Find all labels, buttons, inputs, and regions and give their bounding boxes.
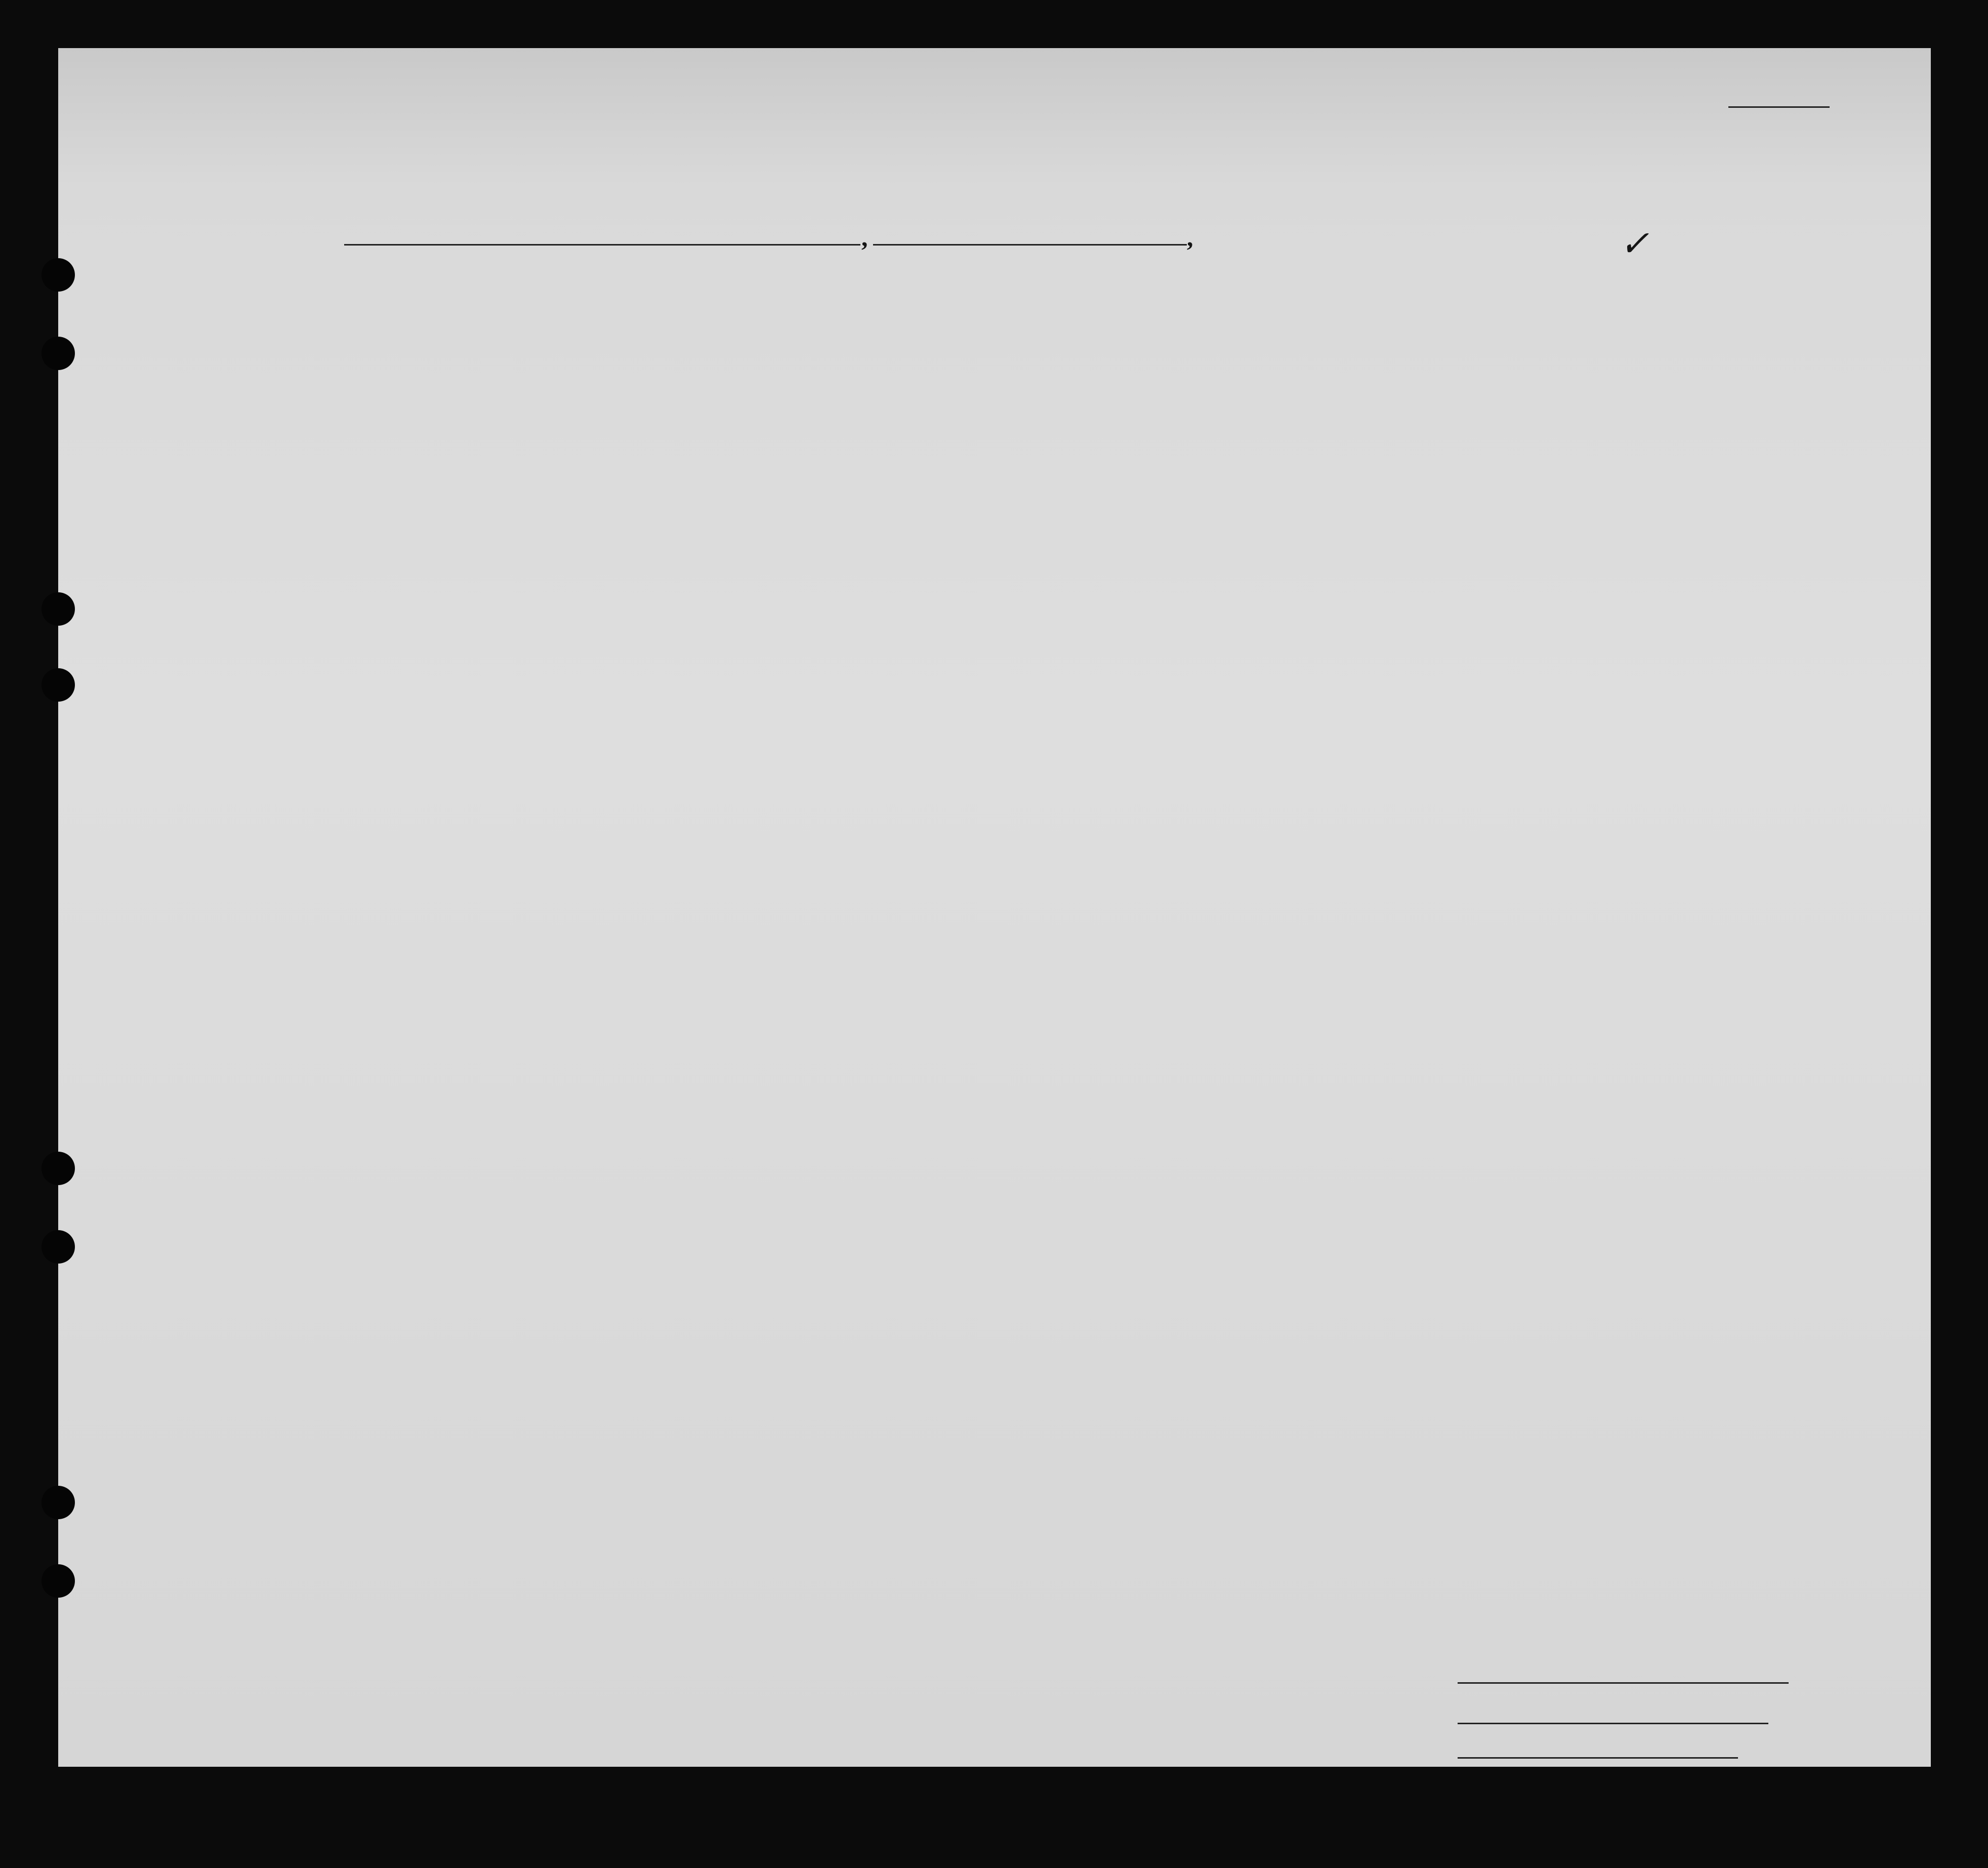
line-field [1458, 1671, 1789, 1688]
date-comma: , [1187, 223, 1193, 252]
local-agents-field [1458, 1745, 1738, 1763]
arriving-comma: , [861, 223, 868, 252]
line-value [1458, 1682, 1789, 1684]
local-agents-value [1458, 1757, 1738, 1759]
owners-value [1458, 1723, 1768, 1724]
owners-field [1458, 1711, 1768, 1728]
check-mark-icon: ✓ [1620, 225, 1649, 264]
